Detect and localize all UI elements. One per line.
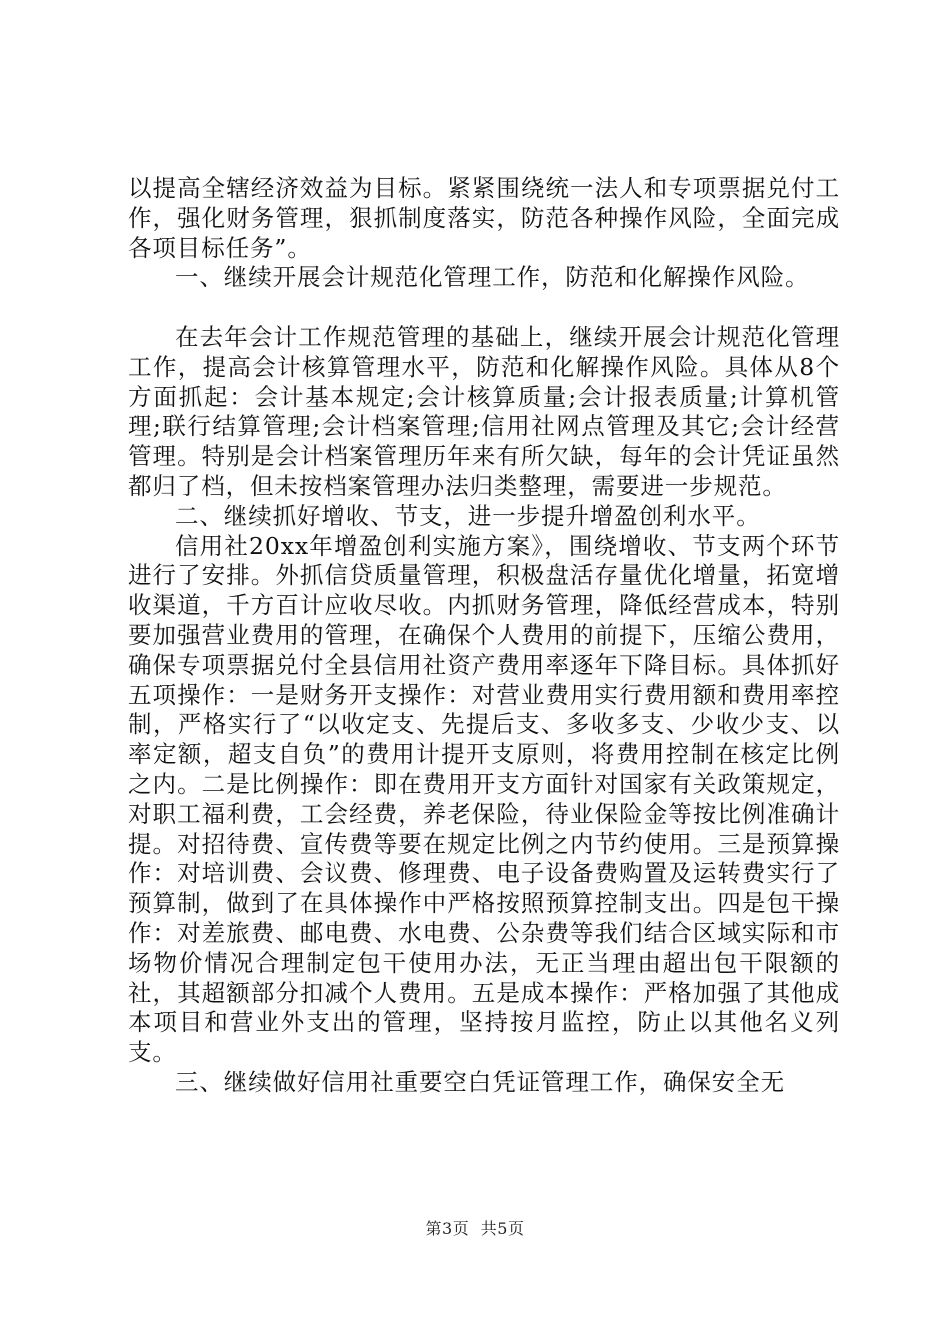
- page-number: 第3页: [425, 1219, 470, 1238]
- section-heading-3: 三、继续做好信用社重要空白凭证管理工作，确保安全无: [175, 1067, 785, 1096]
- section-heading-2: 二、继续抓好增收、节支，进一步提升增盈创利水平。: [175, 501, 761, 530]
- document-body: [128, 174, 840, 1098]
- section-heading-1: 一、继续开展会计规范化管理工作，防范和化解操作风险。: [175, 263, 810, 292]
- page-total: 共5页: [480, 1219, 525, 1238]
- paragraph-accounting-management: 在去年会计工作规范管理的基础上，继续开展会计规范化管理工作，提高会计核算管理水平，防范和化解操作风险。具体从8个方面抓起：会计基本规定;会计核算质量;会计报表质量;计算机管理;联行结算管理;会计档案管理;信用社网点管理及其它;会计经营管理。特别是会计档案管理历年来有所欠缺，每年的会计凭证虽然都归了档，但未按档案管理办法归类整理，需要进一步规范。: [128, 322, 840, 500]
- paragraph-intro-continuation: 以提高全辖经济效益为目标。紧紧围绕统一法人和专项票据兑付工作，强化财务管理，狠抓制度落实，防范各种操作风险，全面完成各项目标任务”。: [128, 174, 840, 262]
- page-footer: [0, 1216, 950, 1239]
- paragraph-revenue-cost-control: 信用社20xx年增盈创利实施方案》，围绕增收、节支两个环节进行了安排。外抓信贷质量管理，积极盘活存量优化增量，拓宽增收渠道，千方百计应收尽收。内抓财务管理，降低经营成本，特别要加强营业费用的管理，在确保个人费用的前提下，压缩公费用，确保专项票据兑付全县信用社资产费用率逐年下降目标。具体抓好五项操作：一是财务开支操作：对营业费用实行费用额和费用率控制，严格实行了“以收定支、先提后支、多收多支、少收少支、以率定额，超支自负”的费用计提开支原则，将费用控制在核定比例之内。二是比例操作：即在费用开支方面针对国家有关政策规定，对职工福利费，工会经费，养老保险，待业保险金等按比例准确计提。对招待费、宣传费等要在规定比例之内节约使用。三是预算操作：对培训费、会议费、修理费、电子设备费购置及运转费实行了预算制，做到了在具体操作中严格按照预算控制支出。四是包干操作：对差旅费、邮电费、水电费、公杂费等我们结合区域实际和市场物价情况合理制定包干使用办法，无正当理由超出包干限额的社，其超额部分扣减个人费用。五是成本操作：严格加强了其他成本项目和营业外支出的管理，坚持按月监控，防止以其他名义列支。: [128, 531, 840, 1067]
